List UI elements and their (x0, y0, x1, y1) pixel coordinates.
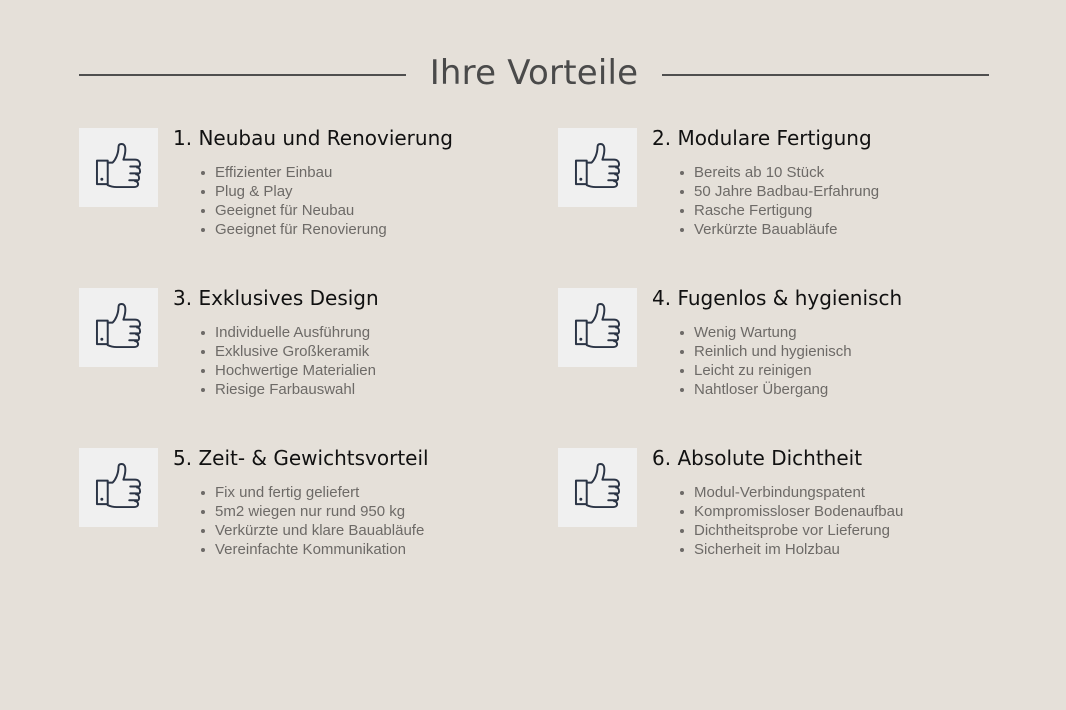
feature-icon-tile (558, 288, 637, 367)
feature-list-item: Verkürzte und klare Bauabläufe (199, 521, 424, 540)
feature-title: 4. Fugenlos & hygienisch (652, 286, 903, 310)
feature-list-item: Nahtloser Übergang (678, 380, 852, 399)
thumbs-up-icon (574, 303, 621, 350)
feature-list-item: 5m2 wiegen nur rund 950 kg (199, 502, 424, 521)
feature-list-item: Verkürzte Bauabläufe (678, 220, 879, 239)
feature-list-item: Fix und fertig geliefert (199, 483, 424, 502)
header-divider-right (662, 74, 989, 76)
feature-list-item: 50 Jahre Badbau-Erfahrung (678, 182, 879, 201)
feature-list-item: Geeignet für Renovierung (199, 220, 387, 239)
feature-icon-tile (558, 448, 637, 527)
thumbs-up-icon (574, 143, 621, 190)
thumbs-up-icon (95, 143, 142, 190)
feature-card-1 (79, 128, 499, 268)
feature-list-item: Hochwertige Materialien (199, 361, 376, 380)
feature-list-item: Dichtheitsprobe vor Lieferung (678, 521, 903, 540)
feature-list (678, 323, 852, 399)
feature-list-item: Leicht zu reinigen (678, 361, 852, 380)
feature-list (199, 163, 387, 239)
feature-list-item: Kompromissloser Bodenaufbau (678, 502, 903, 521)
thumbs-up-icon (95, 303, 142, 350)
feature-list-item: Sicherheit im Holzbau (678, 540, 903, 559)
feature-list (678, 483, 903, 559)
feature-card-6 (558, 448, 978, 588)
feature-icon-tile (79, 288, 158, 367)
feature-list-item: Rasche Fertigung (678, 201, 879, 220)
feature-list (199, 323, 376, 399)
feature-list-item: Bereits ab 10 Stück (678, 163, 879, 182)
feature-card-5 (79, 448, 499, 588)
feature-title: 3. Exklusives Design (173, 286, 379, 310)
feature-list-item: Reinlich und hygienisch (678, 342, 852, 361)
feature-list (678, 163, 879, 239)
feature-card-2 (558, 128, 978, 268)
thumbs-up-icon (95, 463, 142, 510)
feature-icon-tile (79, 128, 158, 207)
feature-icon-tile (558, 128, 637, 207)
thumbs-up-icon (574, 463, 621, 510)
feature-title: 6. Absolute Dichtheit (652, 446, 863, 470)
feature-list (199, 483, 424, 559)
feature-list-item: Effizienter Einbau (199, 163, 387, 182)
feature-icon-tile (79, 448, 158, 527)
feature-list-item: Riesige Farbauswahl (199, 380, 376, 399)
page-header (79, 50, 989, 96)
feature-card-3 (79, 288, 499, 428)
feature-list-item: Geeignet für Neubau (199, 201, 387, 220)
feature-card-4 (558, 288, 978, 428)
feature-list-item: Individuelle Ausführung (199, 323, 376, 342)
feature-list-item: Wenig Wartung (678, 323, 852, 342)
page-title: Ihre Vorteile (429, 53, 639, 93)
feature-list-item: Exklusive Großkeramik (199, 342, 376, 361)
feature-list-item: Modul-Verbindungspatent (678, 483, 903, 502)
feature-title: 2. Modulare Fertigung (652, 126, 872, 150)
feature-list-item: Plug & Play (199, 182, 387, 201)
feature-title: 1. Neubau und Renovierung (173, 126, 453, 150)
feature-list-item: Vereinfachte Kommunikation (199, 540, 424, 559)
feature-title: 5. Zeit- & Gewichtsvorteil (173, 446, 429, 470)
